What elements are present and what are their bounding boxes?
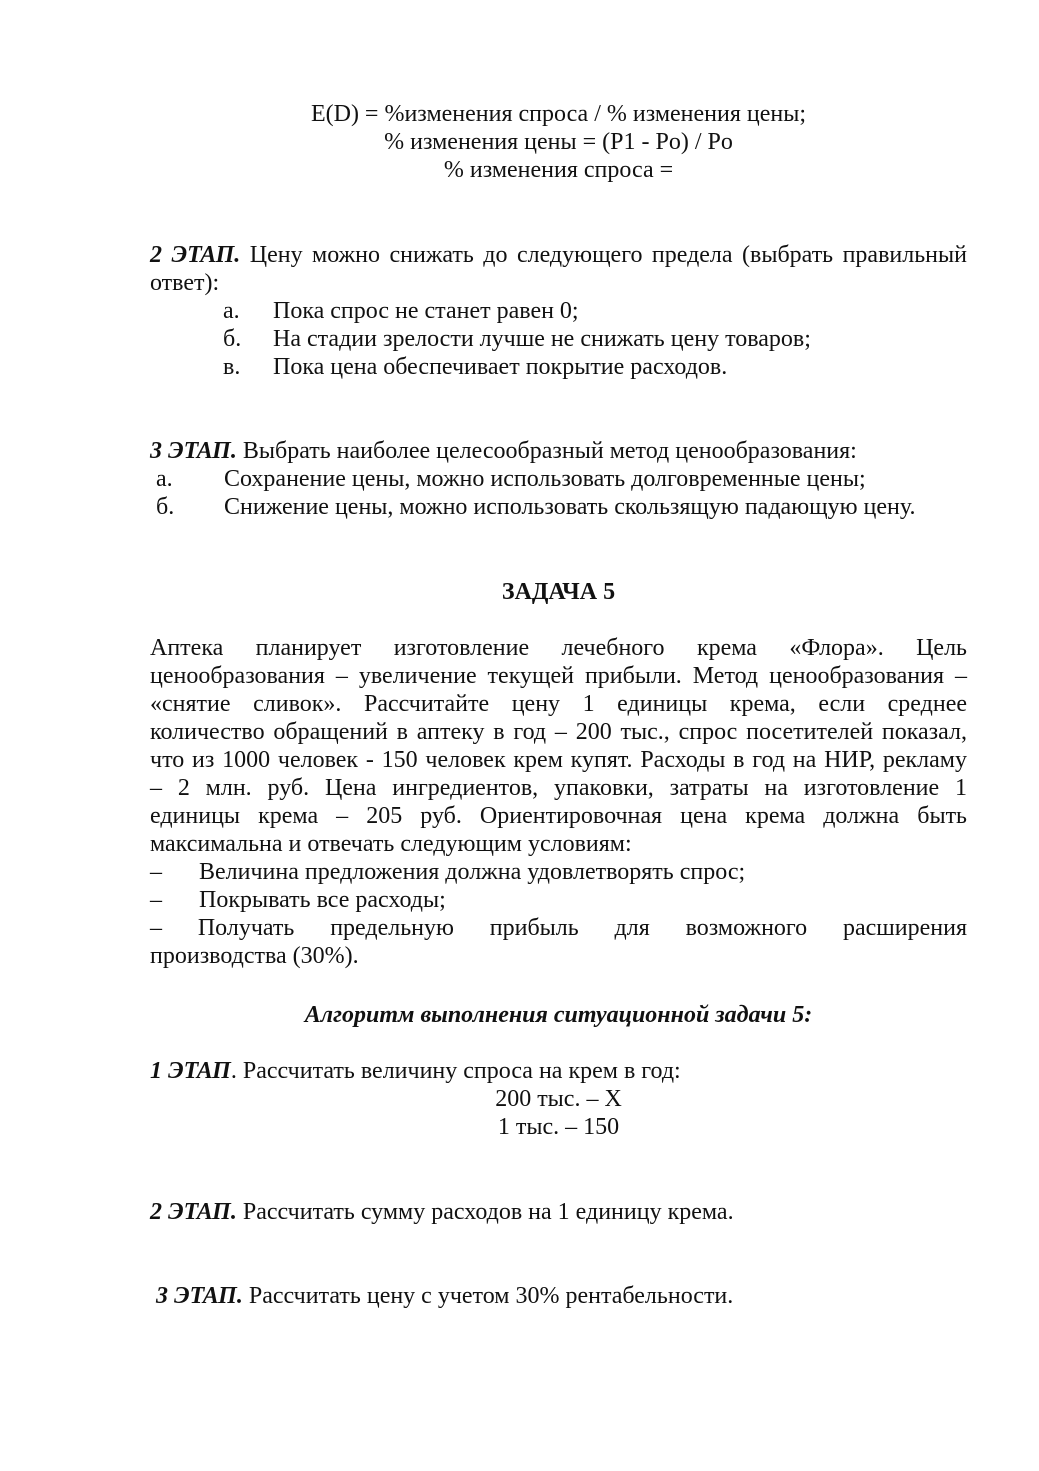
option-marker: б. — [223, 326, 242, 352]
algorithm-stage1 — [150, 1057, 967, 1141]
dash-marker: – — [150, 859, 162, 885]
stage2-prev-option-a — [223, 297, 967, 325]
task5-line: что из 1000 человек - 150 человек крем купят. Расходы в год на НИР, рекламу — [150, 747, 967, 773]
task5-condition-2 — [150, 886, 967, 914]
algorithm-stage2 — [150, 1198, 967, 1226]
dash-marker: – — [150, 887, 162, 913]
formula-demand-change: % изменения спроса = — [443, 157, 674, 183]
calc-line-2: 1 тыс. – 150 — [497, 1114, 620, 1140]
condition-text: Величина предложения должна удовлетворять спрос; — [199, 859, 746, 885]
algorithm-stage2-label: 2 ЭТАП. — [150, 1199, 237, 1225]
stage3-prev-text: Выбрать наиболее целесообразный метод ценообразования: — [236, 438, 857, 464]
calc-line-1: 200 тыс. – Х — [495, 1086, 622, 1112]
task5-line-last: максимальна и отвечать следующим условиям: — [150, 831, 632, 857]
algorithm-stage2-text: Рассчитать сумму расходов на 1 единицу крема. — [236, 1199, 734, 1225]
task5-paragraph — [150, 634, 967, 970]
task5-title: ЗАДАЧА 5 — [501, 579, 616, 605]
stage3-prev-line — [150, 437, 967, 465]
algorithm-stage3 — [156, 1282, 973, 1310]
task5-line: «снятие сливок». Рассчитайте цену 1 единицы крема, если среднее — [150, 691, 967, 717]
stage3-prev-option-a — [156, 465, 967, 493]
algorithm-title: Алгоритм выполнения ситуационной задачи 5: — [304, 1002, 813, 1028]
condition-text: Покрывать все расходы; — [199, 887, 446, 913]
task5-condition-3-line2: производства (30%). — [150, 943, 359, 969]
task5-line: единицы крема – 205 руб. Ориентировочная цена крема должна быть — [150, 803, 967, 829]
stage2-prev-text: Цену можно снижать до следующего предела (выбрать правильный — [240, 242, 967, 268]
algorithm-stage3-text: Рассчитать цену с учетом 30% рентабельности. — [242, 1283, 734, 1309]
task5-line: количество обращений в аптеку в год – 200 тыс., спрос посетителей показал, — [150, 719, 967, 745]
algorithm-stage1-line — [150, 1057, 967, 1085]
option-marker: а. — [223, 298, 240, 324]
stage3-prev-label: 3 ЭТАП. — [150, 438, 237, 464]
formula-elasticity: E(D) = %изменения спроса / % изменения цены; — [310, 101, 807, 127]
stage3-prev-section — [150, 437, 967, 521]
stage2-prev-option-b — [223, 325, 967, 353]
option-text: Сохранение цены, можно использовать долговременные цены; — [224, 466, 866, 492]
option-text: Снижение цены, можно использовать скользящую падающую цену. — [224, 494, 916, 520]
algorithm-stage1-text: Рассчитать величину спроса на крем в год: — [236, 1058, 681, 1084]
formula-price-change: % изменения цены = (P1 - Po) / Po — [384, 129, 733, 155]
task5-line: ценообразования – увеличение текущей прибыли. Метод ценообразования – — [150, 663, 967, 689]
formula-block — [150, 100, 967, 184]
algorithm-stage1-dot: . — [230, 1058, 237, 1084]
task5-condition-1 — [150, 858, 967, 886]
option-marker: б. — [156, 494, 175, 520]
option-text: Пока спрос не станет равен 0; — [273, 298, 579, 324]
option-text: Пока цена обеспечивает покрытие расходов. — [273, 354, 728, 380]
task5-line: Аптека планирует изготовление лечебного крема «Флора». Цель — [150, 635, 967, 661]
option-marker: в. — [223, 354, 241, 380]
stage2-prev-line1 — [150, 241, 967, 269]
stage3-prev-option-b — [156, 493, 967, 521]
stage2-prev-section — [150, 241, 967, 381]
stage2-prev-option-v — [223, 353, 967, 381]
task5-condition-3-line1: – Получать предельную прибыль для возможного расширения — [150, 915, 967, 941]
stage2-prev-label: 2 ЭТАП. — [150, 242, 241, 268]
stage2-prev-line2: ответ): — [150, 270, 220, 296]
algorithm-stage1-label: 1 ЭТАП — [150, 1058, 231, 1084]
option-marker: а. — [156, 466, 173, 492]
algorithm-stage3-label: 3 ЭТАП. — [156, 1283, 243, 1309]
task5-line: – 2 млн. руб. Цена ингредиентов, упаковки, затраты на изготовление 1 — [150, 775, 967, 801]
option-text: На стадии зрелости лучше не снижать цену товаров; — [273, 326, 811, 352]
